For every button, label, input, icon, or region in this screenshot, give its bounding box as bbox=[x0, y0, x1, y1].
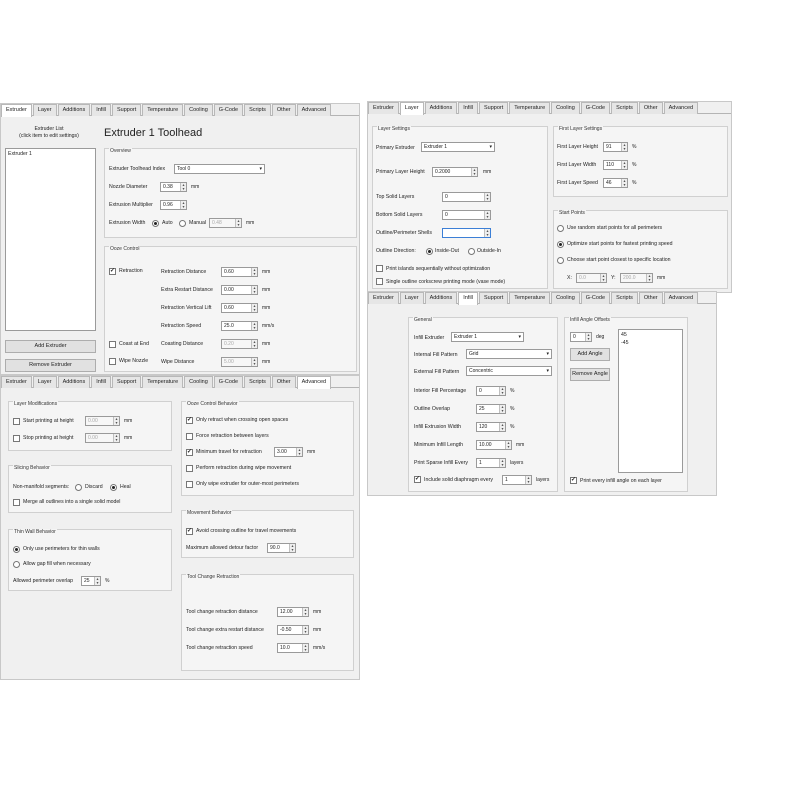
perimeter-overlap-label: Allowed perimeter overlap bbox=[13, 578, 73, 584]
perimeter-overlap-input[interactable]: 25 ▴ ▾ bbox=[81, 576, 101, 586]
extra-restart-label: Extra Restart Distance bbox=[161, 287, 213, 293]
first-layer-height-label: First Layer Height bbox=[557, 144, 598, 150]
page-title: Extruder 1 Toolhead bbox=[104, 127, 203, 139]
layer-mod-title: Layer Modifications bbox=[14, 401, 58, 407]
unit-mm: mm bbox=[124, 435, 133, 441]
toolhead-index-select[interactable]: Tool 0 ▾ bbox=[174, 164, 265, 174]
primary-extruder-select[interactable]: Extruder 1 ▾ bbox=[421, 142, 495, 152]
random-start-label: Use random start points for all perimeters bbox=[567, 225, 663, 231]
only-wipe-label: Only wipe extruder for outer-most perimeters bbox=[196, 481, 299, 487]
slicing-title: Slicing Behavior bbox=[14, 465, 50, 471]
infill-extruder-label: Infill Extruder bbox=[414, 335, 445, 341]
coasting-distance-input[interactable]: 0.20 ▴ ▾ bbox=[221, 339, 258, 349]
infill-width-input[interactable]: 120 ▴ ▾ bbox=[476, 422, 506, 432]
tab-advanced[interactable]: Advanced bbox=[297, 376, 331, 389]
merge-label: Merge all outlines into a single solid model bbox=[23, 499, 121, 505]
unit-percent: % bbox=[510, 388, 515, 394]
tab-cooling[interactable]: Cooling bbox=[184, 376, 213, 388]
tab-temperature[interactable]: Temperature bbox=[142, 376, 183, 388]
every-angle-label: Print every infill angle on each layer bbox=[580, 478, 662, 484]
angle-offsets-group bbox=[564, 317, 688, 492]
start-height-checkbox[interactable] bbox=[13, 418, 20, 425]
advanced-panel-tabs bbox=[1, 376, 359, 388]
external-pattern-label: External Fill Pattern bbox=[414, 369, 460, 375]
only-retract-checkbox[interactable]: ✓ bbox=[187, 417, 193, 423]
unit-mm: mm bbox=[657, 275, 666, 281]
unit-mms: mm/s bbox=[262, 323, 275, 329]
general-title: General bbox=[414, 317, 432, 323]
overview-group bbox=[104, 148, 357, 238]
retraction-distance-input[interactable]: 0.60 ▴ ▾ bbox=[221, 267, 258, 277]
print-islands-checkbox[interactable] bbox=[376, 265, 383, 272]
outline-overlap-label: Outline Overlap bbox=[414, 406, 451, 412]
layer-mod-group bbox=[8, 401, 172, 451]
avoid-crossing-label: Avoid crossing outline for travel movements bbox=[196, 528, 297, 534]
fill-percentage-input[interactable]: 0 ▴ ▾ bbox=[476, 386, 506, 396]
tab-other[interactable]: Other bbox=[272, 376, 296, 388]
infill-panel bbox=[367, 291, 717, 496]
remove-angle-button[interactable]: Remove Angle bbox=[570, 368, 610, 381]
tab-support[interactable]: Support bbox=[479, 292, 508, 304]
auto-label: Auto bbox=[162, 220, 173, 226]
min-travel-checkbox[interactable]: ✓ bbox=[187, 449, 193, 455]
angle-list-item[interactable]: -45 bbox=[621, 340, 629, 346]
extra-restart-input[interactable]: 0.00 ▴ ▾ bbox=[221, 285, 258, 295]
unit-percent: % bbox=[632, 144, 637, 150]
tc-speed-label: Tool change retraction speed bbox=[186, 645, 253, 651]
vertical-lift-input[interactable]: 0.60 ▴ ▾ bbox=[221, 303, 258, 313]
stop-height-checkbox[interactable] bbox=[13, 435, 20, 442]
tab-other[interactable]: Other bbox=[272, 104, 296, 116]
tc-distance-input[interactable]: 12.00 ▴ ▾ bbox=[277, 607, 309, 617]
toolchange-title: Tool Change Retraction bbox=[187, 574, 240, 580]
tab-temperature[interactable]: Temperature bbox=[142, 104, 183, 116]
only-retract-label: Only retract when crossing open spaces bbox=[196, 417, 289, 423]
tab-additions[interactable]: Additions bbox=[58, 376, 91, 388]
retraction-label: Retraction bbox=[119, 268, 143, 274]
general-group bbox=[408, 317, 558, 492]
tab-g-code[interactable]: G-Code bbox=[581, 102, 610, 114]
optimize-start-label: Optimize start points for fastest printing speed bbox=[567, 241, 673, 247]
unit-mm: mm bbox=[516, 442, 525, 448]
diaphragm-label: Include solid diaphragm every bbox=[424, 477, 493, 483]
first-layer-speed-label: First Layer Speed bbox=[557, 180, 598, 186]
layer-panel-tabs bbox=[368, 102, 731, 114]
multiplier-label: Extrusion Multiplier bbox=[109, 202, 153, 208]
tab-additions[interactable]: Additions bbox=[425, 102, 458, 114]
tab-layer[interactable]: Layer bbox=[33, 104, 57, 116]
infill-extruder-select[interactable]: Extruder 1 ▾ bbox=[451, 332, 524, 342]
stop-height-label: Stop printing at height bbox=[23, 435, 74, 441]
perimeter-shells-label: Outline/Perimeter Shells bbox=[376, 230, 432, 236]
wipe-distance-input[interactable]: 5.00 ▴ ▾ bbox=[221, 357, 258, 367]
tab-infill[interactable]: Infill bbox=[458, 292, 478, 305]
internal-pattern-label: Internal Fill Pattern bbox=[414, 352, 458, 358]
first-layer-width-input[interactable]: 110 ▴ ▾ bbox=[603, 160, 628, 170]
layer-height-input[interactable]: 0.2000 ▴ ▾ bbox=[432, 167, 478, 177]
only-perimeters-radio[interactable] bbox=[13, 546, 20, 553]
nozzle-label: Nozzle Diameter bbox=[109, 184, 148, 190]
thinwall-title: Thin Wall Behavior bbox=[14, 529, 56, 535]
tab-extruder[interactable]: Extruder bbox=[368, 292, 399, 304]
toolchange-group bbox=[181, 574, 354, 671]
first-layer-width-label: First Layer Width bbox=[557, 162, 597, 168]
avoid-crossing-checkbox[interactable]: ✓ bbox=[187, 528, 193, 534]
vase-mode-checkbox[interactable] bbox=[376, 278, 383, 285]
start-height-input[interactable]: 0.00 ▴ ▾ bbox=[85, 416, 120, 426]
tab-support[interactable]: Support bbox=[112, 376, 141, 388]
tab-infill[interactable]: Infill bbox=[458, 102, 478, 114]
infill-width-label: Infill Extrusion Width bbox=[414, 424, 461, 430]
discard-label: Discard bbox=[85, 484, 103, 490]
external-pattern-select[interactable]: Concentric ▾ bbox=[466, 366, 552, 376]
toolhead-index-label: Extruder Toolhead Index bbox=[109, 166, 166, 172]
tab-scripts[interactable]: Scripts bbox=[244, 104, 271, 116]
tab-other[interactable]: Other bbox=[639, 102, 663, 114]
min-travel-label: Minimum travel for retraction bbox=[196, 449, 262, 455]
manual-radio[interactable] bbox=[179, 220, 186, 227]
unit-deg: deg bbox=[596, 334, 605, 340]
merge-checkbox[interactable] bbox=[13, 499, 20, 506]
tab-g-code[interactable]: G-Code bbox=[214, 104, 243, 116]
extruder-panel-tabs bbox=[1, 104, 359, 116]
retraction-speed-input[interactable]: 25.0 ▴ ▾ bbox=[221, 321, 258, 331]
width-label: Extrusion Width bbox=[109, 220, 146, 226]
allow-gap-radio[interactable] bbox=[13, 561, 20, 568]
first-layer-group bbox=[553, 126, 728, 197]
unit-percent: % bbox=[105, 578, 110, 584]
unit-mm: mm bbox=[262, 269, 271, 275]
discard-radio[interactable] bbox=[75, 484, 82, 491]
sparse-infill-label: Print Sparse Infill Every bbox=[414, 460, 468, 466]
tab-additions[interactable]: Additions bbox=[58, 104, 91, 116]
chevron-down-icon: ▾ bbox=[518, 334, 521, 340]
first-layer-title: First Layer Settings bbox=[559, 126, 603, 132]
heal-label: Heal bbox=[120, 484, 131, 490]
coast-label: Coast at End bbox=[119, 341, 149, 347]
ooze-group bbox=[104, 246, 357, 372]
tab-layer[interactable]: Layer bbox=[33, 376, 57, 388]
random-start-radio[interactable] bbox=[557, 225, 564, 232]
diaphragm-checkbox[interactable]: ✓ bbox=[415, 476, 421, 482]
tab-layer[interactable]: Layer bbox=[400, 292, 424, 304]
only-perimeters-label: Only use perimeters for thin walls bbox=[23, 546, 100, 552]
slicing-group bbox=[8, 465, 172, 513]
bottom-solid-label: Bottom Solid Layers bbox=[376, 212, 423, 218]
unit-mm: mm bbox=[307, 449, 316, 455]
perform-retract-checkbox[interactable] bbox=[186, 465, 193, 472]
tab-scripts[interactable]: Scripts bbox=[244, 376, 271, 388]
tab-support[interactable]: Support bbox=[479, 102, 508, 114]
tab-infill[interactable]: Infill bbox=[91, 376, 111, 388]
nozzle-diameter-input[interactable]: 0.38 ▴ ▾ bbox=[160, 182, 187, 192]
width-input[interactable]: 0.48 ▴ ▾ bbox=[209, 218, 242, 228]
outside-in-radio[interactable] bbox=[468, 248, 475, 255]
diaphragm-input[interactable]: 1 ▴ ▾ bbox=[502, 475, 532, 485]
layer-height-label: Primary Layer Height bbox=[376, 169, 425, 175]
layer-settings-group bbox=[372, 126, 548, 289]
tab-g-code[interactable]: G-Code bbox=[214, 376, 243, 388]
ooze-behavior-title: Ooze Control Behavior bbox=[187, 401, 238, 407]
stop-height-input[interactable]: 0.00 ▴ ▾ bbox=[85, 433, 120, 443]
max-detour-input[interactable]: 90.0 ▴ ▾ bbox=[267, 543, 296, 553]
force-retract-checkbox[interactable] bbox=[186, 433, 193, 440]
optimize-start-radio[interactable] bbox=[557, 241, 564, 248]
unit-percent: % bbox=[510, 406, 515, 412]
nonmanifold-label: Non-manifold segments: bbox=[13, 484, 70, 490]
chevron-down-icon: ▾ bbox=[259, 166, 262, 172]
ooze-title: Ooze Control bbox=[110, 246, 140, 252]
primary-extruder-label: Primary Extruder bbox=[376, 145, 415, 151]
internal-pattern-select[interactable]: Grid ▾ bbox=[466, 349, 552, 359]
vase-mode-label: Single outline corkscrew printing mode (vase mode) bbox=[386, 279, 506, 285]
every-angle-checkbox[interactable]: ✓ bbox=[571, 477, 577, 483]
unit-mm: mm bbox=[191, 184, 200, 190]
extruder-panel bbox=[0, 103, 360, 375]
chevron-down-icon: ▾ bbox=[546, 351, 549, 357]
closest-start-radio[interactable] bbox=[557, 257, 564, 264]
perimeter-shells-input[interactable]: ▴ ▾ bbox=[442, 228, 491, 238]
infill-panel-tabs bbox=[368, 292, 716, 304]
unit-mm: mm bbox=[262, 341, 271, 347]
tab-layer[interactable]: Layer bbox=[400, 102, 424, 115]
x-label: X: bbox=[567, 275, 572, 281]
unit-mm: mm bbox=[262, 287, 271, 293]
vertical-lift-label: Retraction Vertical Lift bbox=[161, 305, 212, 311]
layer-settings-title: Layer Settings bbox=[378, 126, 410, 132]
tab-advanced[interactable]: Advanced bbox=[664, 102, 698, 114]
tab-cooling[interactable]: Cooling bbox=[184, 104, 213, 116]
movement-title: Movement Behavior bbox=[187, 510, 232, 516]
tab-temperature[interactable]: Temperature bbox=[509, 102, 550, 114]
ooze-behavior-group bbox=[181, 401, 354, 496]
unit-mm: mm bbox=[262, 359, 271, 365]
multiplier-input[interactable]: 0.96 ▴ ▾ bbox=[160, 200, 187, 210]
unit-layers: layers bbox=[510, 460, 524, 466]
bottom-solid-input[interactable]: 0 ▴ ▾ bbox=[442, 210, 491, 220]
unit-mm: mm bbox=[262, 305, 271, 311]
tab-scripts[interactable]: Scripts bbox=[611, 102, 638, 114]
perform-retract-label: Perform retraction during wipe movement bbox=[196, 465, 292, 471]
unit-mm: mm bbox=[483, 169, 492, 175]
tab-cooling[interactable]: Cooling bbox=[551, 292, 580, 304]
tab-temperature[interactable]: Temperature bbox=[509, 292, 550, 304]
tab-advanced[interactable]: Advanced bbox=[297, 104, 331, 116]
force-retract-label: Force retraction between layers bbox=[196, 433, 269, 439]
tc-extra-label: Tool change extra restart distance bbox=[186, 627, 264, 633]
unit-percent: % bbox=[510, 424, 515, 430]
x-input[interactable]: 0.0 ▴ ▾ bbox=[576, 273, 607, 283]
tab-infill[interactable]: Infill bbox=[91, 104, 111, 116]
tab-extruder[interactable]: Extruder bbox=[368, 102, 399, 114]
y-input[interactable]: 200.0 ▴ ▾ bbox=[620, 273, 653, 283]
print-islands-label: Print islands sequentially without optimization bbox=[386, 266, 491, 272]
unit-mm: mm bbox=[313, 609, 322, 615]
tc-distance-label: Tool change retraction distance bbox=[186, 609, 258, 615]
chevron-down-icon: ▾ bbox=[489, 144, 492, 150]
first-layer-speed-input[interactable]: 46 ▴ ▾ bbox=[603, 178, 628, 188]
overview-title: Overview bbox=[110, 148, 131, 154]
unit-mm: mm bbox=[246, 220, 255, 226]
angle-input[interactable]: 0 ▴ ▾ bbox=[570, 332, 592, 342]
retraction-distance-label: Retraction Distance bbox=[161, 269, 207, 275]
tab-extruder[interactable]: Extruder bbox=[1, 104, 32, 117]
top-solid-input[interactable]: 0 ▴ ▾ bbox=[442, 192, 491, 202]
y-label: Y: bbox=[611, 275, 616, 281]
unit-percent: % bbox=[632, 162, 637, 168]
min-infill-length-label: Minimum Infill Length bbox=[414, 442, 464, 448]
inside-out-label: Inside-Out bbox=[435, 248, 459, 254]
min-travel-input[interactable]: 3.00 ▴ ▾ bbox=[274, 447, 303, 457]
tab-g-code[interactable]: G-Code bbox=[581, 292, 610, 304]
coasting-distance-label: Coasting Distance bbox=[161, 341, 204, 347]
add-extruder-button[interactable]: Add Extruder bbox=[5, 340, 96, 353]
outline-overlap-input[interactable]: 25 ▴ ▾ bbox=[476, 404, 506, 414]
sparse-infill-input[interactable]: 1 ▴ ▾ bbox=[476, 458, 506, 468]
tab-additions[interactable]: Additions bbox=[425, 292, 458, 304]
angle-list[interactable] bbox=[618, 329, 683, 473]
tc-speed-input[interactable]: 10.0 ▴ ▾ bbox=[277, 643, 309, 653]
heal-radio[interactable] bbox=[110, 484, 117, 491]
tab-advanced[interactable]: Advanced bbox=[664, 292, 698, 304]
only-wipe-checkbox[interactable] bbox=[186, 481, 193, 488]
layer-panel bbox=[367, 101, 732, 293]
remove-extruder-button[interactable]: Remove Extruder bbox=[5, 359, 96, 372]
add-angle-button[interactable]: Add Angle bbox=[570, 348, 610, 361]
wipe-label: Wipe Nozzle bbox=[119, 358, 149, 364]
tc-extra-input[interactable]: -0.50 ▴ ▾ bbox=[277, 625, 309, 635]
chevron-down-icon: ▾ bbox=[546, 368, 549, 374]
angle-offsets-title: Infill Angle Offsets bbox=[570, 317, 610, 323]
unit-percent: % bbox=[632, 180, 637, 186]
manual-label: Manual bbox=[189, 220, 207, 226]
unit-mm: mm bbox=[313, 627, 322, 633]
retraction-checkbox[interactable]: ✓ bbox=[110, 268, 116, 274]
inside-out-radio[interactable] bbox=[426, 248, 433, 255]
wipe-checkbox[interactable] bbox=[109, 358, 116, 365]
unit-mm: mm bbox=[124, 418, 133, 424]
tab-support[interactable]: Support bbox=[112, 104, 141, 116]
outside-in-label: Outside-In bbox=[477, 248, 501, 254]
extruder-list-label: Extruder List (click item to edit settings) bbox=[19, 126, 79, 139]
movement-group bbox=[181, 510, 354, 558]
closest-start-label: Choose start point closest to specific location bbox=[567, 257, 671, 263]
tab-other[interactable]: Other bbox=[639, 292, 663, 304]
tab-extruder[interactable]: Extruder bbox=[1, 376, 32, 388]
wipe-distance-label: Wipe Distance bbox=[161, 359, 195, 365]
start-points-title: Start Points bbox=[559, 210, 585, 216]
auto-radio[interactable] bbox=[152, 220, 159, 227]
unit-mms: mm/s bbox=[313, 645, 326, 651]
thinwall-group bbox=[8, 529, 172, 591]
outline-direction-label: Outline Direction: bbox=[376, 248, 416, 254]
allow-gap-label: Allow gap fill when necessary bbox=[23, 561, 91, 567]
angle-list-item[interactable]: 45 bbox=[621, 332, 627, 338]
fill-percentage-label: Interior Fill Percentage bbox=[414, 388, 467, 394]
first-layer-height-input[interactable]: 91 ▴ ▾ bbox=[603, 142, 628, 152]
extruder-list-item[interactable]: Extruder 1 bbox=[8, 151, 32, 157]
extruder-list[interactable] bbox=[5, 148, 96, 331]
tab-cooling[interactable]: Cooling bbox=[551, 102, 580, 114]
max-detour-label: Maximum allowed detour factor bbox=[186, 545, 259, 551]
top-solid-label: Top Solid Layers bbox=[376, 194, 415, 200]
coast-checkbox[interactable] bbox=[109, 341, 116, 348]
advanced-panel bbox=[0, 375, 360, 680]
unit-layers: layers bbox=[536, 477, 550, 483]
retraction-speed-label: Retraction Speed bbox=[161, 323, 202, 329]
start-height-label: Start printing at height bbox=[23, 418, 74, 424]
start-points-group bbox=[553, 210, 728, 289]
min-infill-length-input[interactable]: 10.00 ▴ ▾ bbox=[476, 440, 512, 450]
tab-scripts[interactable]: Scripts bbox=[611, 292, 638, 304]
